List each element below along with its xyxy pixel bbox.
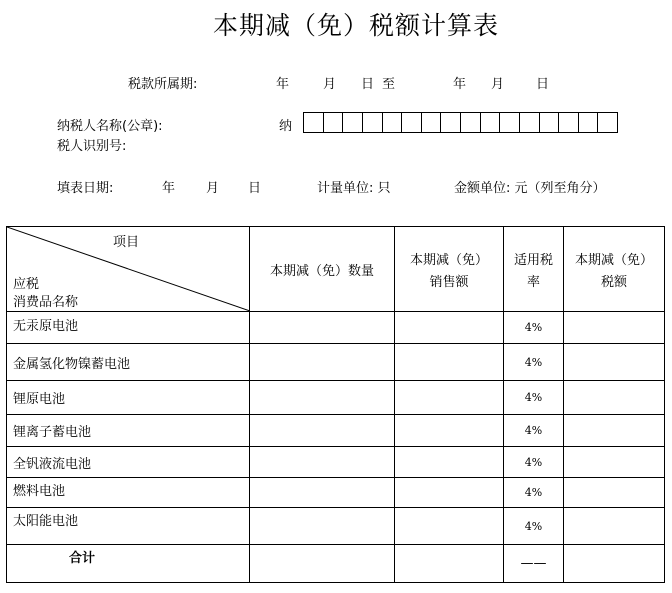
row-product-name: 全钒液流电池: [7, 447, 250, 478]
row-product-name: 锂原电池: [7, 381, 250, 415]
total-tax-cell[interactable]: [564, 545, 665, 583]
row-tax-cell[interactable]: [564, 478, 665, 508]
row-rate: 4%: [504, 415, 564, 447]
taxpayer-id-box[interactable]: [598, 113, 617, 132]
header-sales-line1: 本期减（免）: [409, 252, 488, 268]
quantity-unit: 计量单位: 只: [317, 181, 391, 196]
header-item-label: 项目: [113, 235, 140, 250]
table-row: [7, 415, 665, 447]
row-sales-cell[interactable]: [395, 344, 504, 381]
period-year-end: 年: [453, 77, 467, 92]
taxpayer-id-box[interactable]: [481, 113, 501, 132]
header-tax-line1: 本期减（免）: [574, 252, 653, 268]
row-quantity-cell[interactable]: [250, 381, 395, 415]
taxpayer-id-box[interactable]: [559, 113, 579, 132]
row-tax-cell[interactable]: [564, 312, 665, 344]
row-tax-cell[interactable]: [564, 415, 665, 447]
taxpayer-id-box[interactable]: [324, 113, 344, 132]
row-sales-cell[interactable]: [395, 508, 504, 545]
header-rate-line2: 率: [526, 274, 540, 290]
page-title: 本期减（免）税额计算表: [213, 11, 500, 40]
table-row: [7, 381, 665, 415]
taxpayer-id-box[interactable]: [402, 113, 422, 132]
row-tax-cell[interactable]: [564, 344, 665, 381]
row-quantity-cell[interactable]: [250, 508, 395, 545]
row-sales-cell[interactable]: [395, 447, 504, 478]
table-total-row: [7, 545, 665, 583]
row-rate: 4%: [504, 508, 564, 545]
taxpayer-id-box[interactable]: [304, 113, 324, 132]
header-taxable-label: 应税: [13, 277, 40, 292]
total-rate: ——: [504, 545, 564, 583]
fill-date-month: 月: [206, 181, 220, 196]
row-product-name: 锂离子蓄电池: [7, 415, 250, 447]
taxpayer-id-box[interactable]: [343, 113, 363, 132]
period-month-start: 月: [323, 77, 337, 92]
fill-date-label: 填表日期:: [57, 181, 114, 196]
header-tax-line2: 税额: [600, 274, 627, 290]
period-to: 至: [382, 77, 396, 92]
row-product-name: 太阳能电池: [7, 508, 250, 545]
row-sales-cell[interactable]: [395, 415, 504, 447]
tax-reduction-table: [6, 226, 665, 583]
row-rate: 4%: [504, 344, 564, 381]
table-row: [7, 447, 665, 478]
row-quantity-cell[interactable]: [250, 344, 395, 381]
table-row: [7, 312, 665, 344]
header-rate: [504, 227, 564, 312]
period-day-end: 日: [536, 77, 550, 92]
taxpayer-id-box[interactable]: [579, 113, 599, 132]
period-day-start: 日: [361, 77, 375, 92]
total-label: 合计: [7, 545, 250, 583]
period-year-start: 年: [276, 77, 290, 92]
row-quantity-cell[interactable]: [250, 415, 395, 447]
taxpayer-id-box[interactable]: [383, 113, 403, 132]
diagonal-header-cell: [7, 227, 250, 312]
row-quantity-cell[interactable]: [250, 447, 395, 478]
row-sales-cell[interactable]: [395, 312, 504, 344]
taxpayer-id-box[interactable]: [540, 113, 560, 132]
header-product-name-label: 消费品名称: [13, 295, 79, 310]
row-tax-cell[interactable]: [564, 447, 665, 478]
taxpayer-id-label: 税人识别号:: [57, 139, 127, 154]
header-quantity-text: 本期减（免）数量: [269, 263, 374, 279]
row-sales-cell[interactable]: [395, 478, 504, 508]
total-sales-cell[interactable]: [395, 545, 504, 583]
row-rate: 4%: [504, 478, 564, 508]
fill-date-year: 年: [162, 181, 176, 196]
amount-unit: 金额单位: 元（列至角分）: [454, 181, 606, 196]
table-header-row: [7, 227, 665, 312]
taxpayer-id-boxes[interactable]: [303, 112, 618, 133]
row-tax-cell[interactable]: [564, 381, 665, 415]
total-quantity-cell[interactable]: [250, 545, 395, 583]
row-quantity-cell[interactable]: [250, 312, 395, 344]
header-sales: [395, 227, 504, 312]
table-row: [7, 478, 665, 508]
row-quantity-cell[interactable]: [250, 478, 395, 508]
row-product-name: 金属氢化物镍蓄电池: [7, 344, 250, 381]
row-rate: 4%: [504, 312, 564, 344]
row-tax-cell[interactable]: [564, 508, 665, 545]
table-row: [7, 508, 665, 545]
taxpayer-id-box[interactable]: [422, 113, 442, 132]
table-row: [7, 344, 665, 381]
period-month-end: 月: [491, 77, 505, 92]
header-rate-line1: 适用税: [513, 252, 553, 268]
taxpayer-id-box[interactable]: [441, 113, 461, 132]
header-tax: [564, 227, 665, 312]
taxpayer-id-box[interactable]: [461, 113, 481, 132]
row-sales-cell[interactable]: [395, 381, 504, 415]
period-label: 税款所属期:: [128, 77, 198, 92]
taxpayer-id-box[interactable]: [520, 113, 540, 132]
row-rate: 4%: [504, 381, 564, 415]
row-product-name: 燃料电池: [7, 478, 250, 508]
taxpayer-id-box[interactable]: [363, 113, 383, 132]
taxpayer-na-char: 纳: [279, 119, 293, 134]
taxpayer-name-label: 纳税人名称(公章):: [57, 119, 163, 134]
row-rate: 4%: [504, 447, 564, 478]
header-sales-line2: 销售额: [429, 274, 469, 290]
taxpayer-id-box[interactable]: [500, 113, 520, 132]
header-quantity: [250, 227, 395, 312]
row-product-name: 无汞原电池: [7, 312, 250, 344]
fill-date-day: 日: [248, 181, 262, 196]
